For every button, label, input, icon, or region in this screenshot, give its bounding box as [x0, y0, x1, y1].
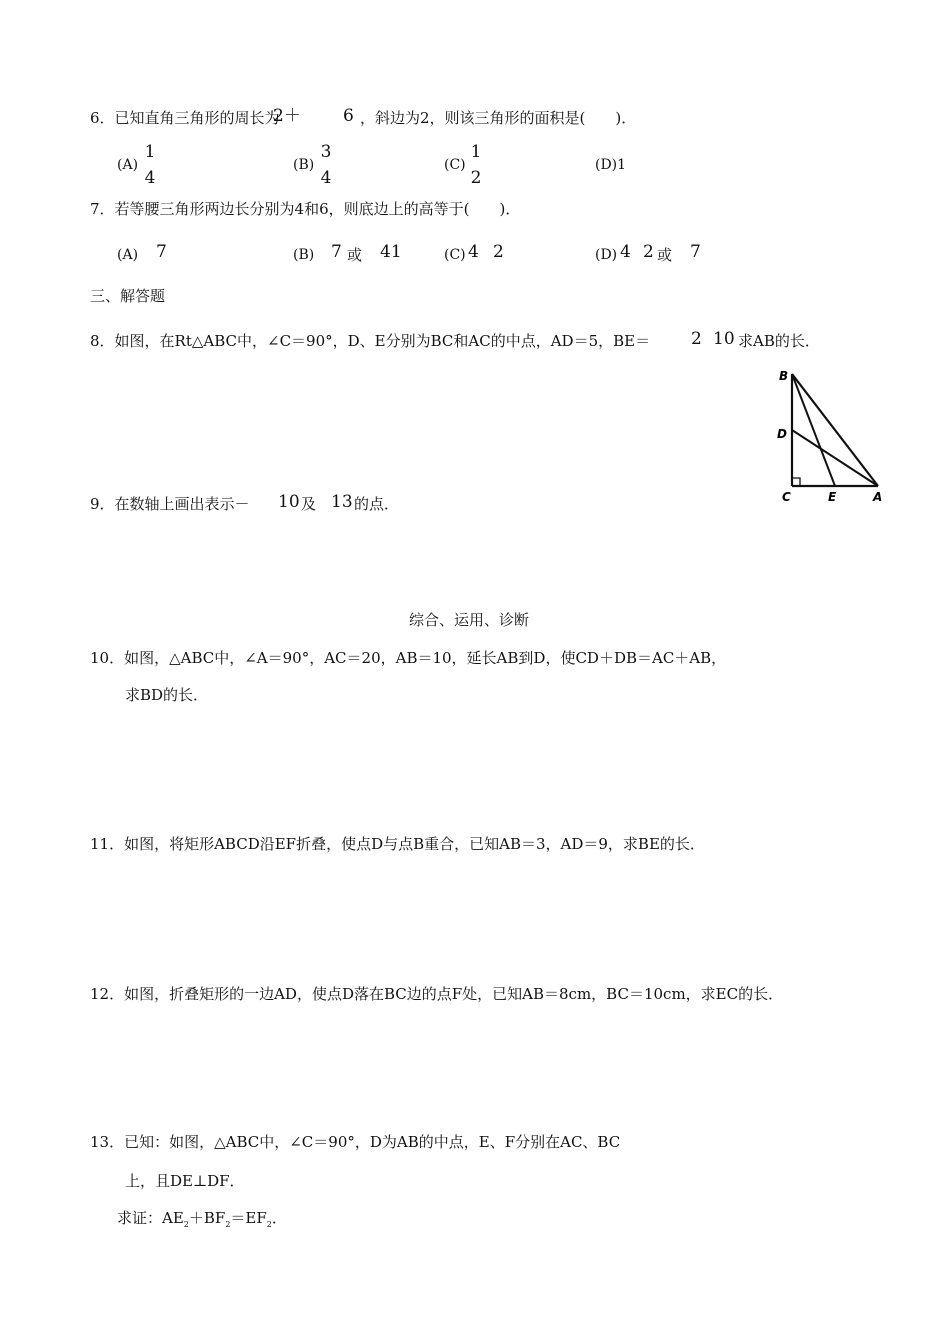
q7-option-b-value1: 7 — [331, 242, 342, 262]
q6-option-c-label: (C) — [444, 157, 466, 173]
label-a: A — [873, 490, 883, 504]
segment-be — [792, 374, 835, 486]
q6-option-c-denominator: 2 — [470, 168, 482, 188]
q13-exponent-3: 2 — [266, 1220, 272, 1229]
q6-option-a-label: (A) — [117, 157, 139, 173]
label-c: C — [782, 490, 791, 504]
section-title: 综合、运用、诊断 — [409, 611, 530, 629]
q13-proof-end: ． — [271, 1209, 287, 1227]
segment-ad — [792, 430, 878, 486]
q6-option-c-numerator: 1 — [470, 142, 482, 162]
q10-line2: 求BD的长． — [125, 686, 209, 704]
q7-option-b-or: 或 — [347, 246, 363, 264]
question-12: 12．如图，折叠矩形的一边AD，使点D落在BC边的点F处，已知AB＝8cm，BC＝10cm，求EC的长． — [90, 985, 784, 1003]
q7-option-b-value2: 41 — [380, 242, 402, 262]
q7-option-d-or: 或 — [657, 246, 673, 264]
question-11: 11．如图，将矩形ABCD沿EF折叠，使点D与点B重合，已知AB＝3，AD＝9，求BE的长． — [90, 835, 705, 853]
q6-expr-b: 6 — [343, 106, 354, 126]
q13-proof-equals: ＝EF — [230, 1209, 267, 1227]
q13-exponent-2: 2 — [225, 1220, 231, 1229]
section-heading-answer: 三、解答题 — [90, 287, 166, 305]
q7-option-c-value1: 4 — [468, 242, 479, 262]
q8-value-radicand: 10 — [713, 329, 735, 349]
q7-option-d-value1: 4 — [620, 242, 631, 262]
label-b: B — [779, 369, 789, 383]
segment-ab — [792, 374, 878, 486]
q13-line1: 13．已知：如图，△ABC中，∠C＝90°，D为AB的中点，E、F分别在AC、BC — [90, 1133, 621, 1151]
q6-option-a-numerator: 1 — [144, 142, 156, 162]
q8-text-after: 求AB的长． — [738, 332, 820, 350]
q13-proof-prefix: 求证：AE — [117, 1209, 184, 1227]
q7-option-a-value: 7 — [156, 242, 167, 262]
q7-option-b-label: (B) — [293, 247, 315, 263]
q6-text-after: ，斜边为2，则该三角形的面积是( )． — [360, 109, 637, 127]
triangle-figure — [770, 362, 895, 510]
q6-text-before: 6．已知直角三角形的周长为 — [90, 109, 280, 127]
q9-text-before: 9．在数轴上画出表示－ — [90, 495, 250, 513]
q9-text-after: 的点． — [354, 495, 400, 513]
q7-option-c-label: (C) — [444, 247, 466, 263]
q6-option-b-denominator: 4 — [320, 168, 332, 188]
q7-option-a-label: (A) — [117, 247, 139, 263]
q9-text-mid: 及 — [301, 495, 317, 513]
q8-value-coefficient: 2 — [691, 329, 702, 349]
q6-expr-a: 2＋ — [273, 106, 301, 126]
q7-text: 7．若等腰三角形两边长分别为4和6，则底边上的高等于( )． — [90, 200, 521, 218]
q13-exponent-1: 2 — [183, 1220, 189, 1229]
q6-option-b-label: (B) — [293, 157, 315, 173]
label-d: D — [777, 427, 787, 441]
q7-option-d-value2: 2 — [643, 242, 654, 262]
q7-option-d-label: (D) — [595, 247, 618, 263]
q9-value1: 10 — [278, 492, 300, 512]
q13-line2: 上，且DE⊥DF． — [125, 1172, 245, 1190]
q6-option-b-numerator: 3 — [320, 142, 332, 162]
q7-option-d-value3: 7 — [690, 242, 701, 262]
q13-proof-plus: ＋BF — [188, 1209, 226, 1227]
q9-value2: 13 — [331, 492, 353, 512]
q8-text: 8．如图，在Rt△ABC中，∠C＝90°，D、E分别为BC和AC的中点，AD＝5，BE＝ — [90, 332, 651, 350]
q6-option-a-denominator: 4 — [144, 168, 156, 188]
q7-option-c-value2: 2 — [493, 242, 504, 262]
q13-proof-statement — [117, 1211, 287, 1229]
q10-line1: 10．如图，△ABC中，∠A＝90°，AC＝20，AB＝10，延长AB到D，使CD＋DB＝AC＋AB， — [90, 649, 727, 667]
q6-option-d: (D)1 — [595, 157, 627, 173]
label-e: E — [828, 490, 837, 504]
right-angle-mark — [792, 478, 800, 486]
